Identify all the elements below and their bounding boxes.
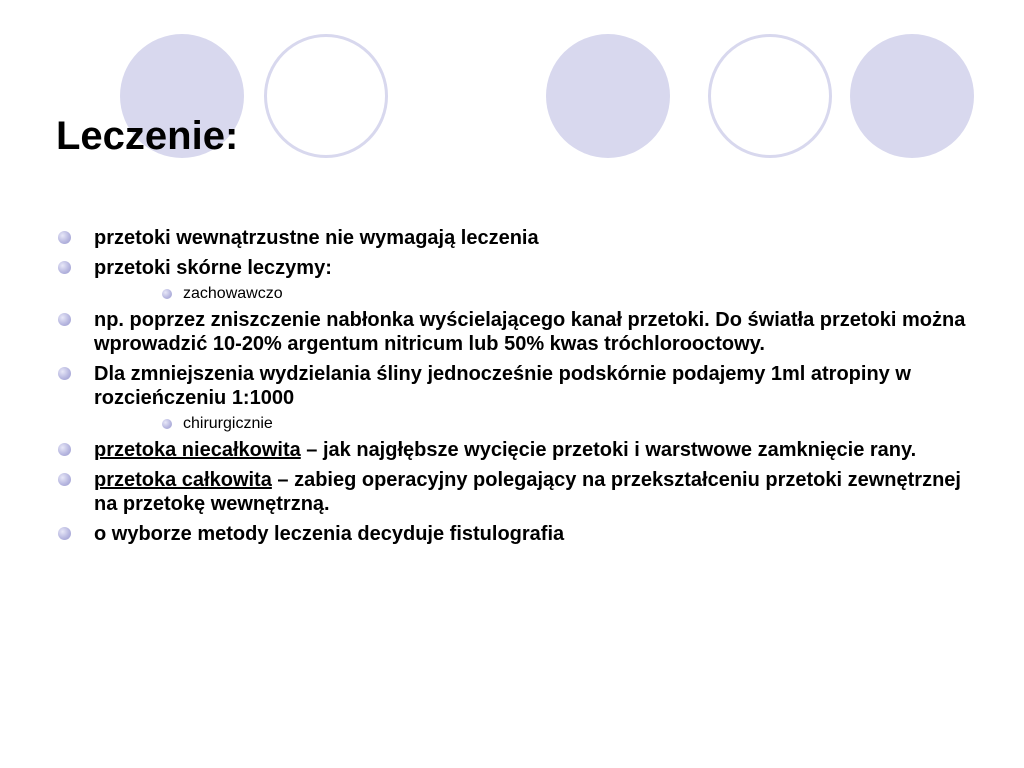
slide-title: Leczenie: — [56, 114, 239, 158]
bullet-icon — [58, 367, 71, 380]
decor-circle-ring — [264, 34, 388, 158]
bullet-icon — [58, 313, 71, 326]
bullet-text: przetoki wewnątrzustne nie wymagają leczenia — [94, 227, 539, 249]
decor-circle-filled — [850, 34, 974, 158]
decor-circle-filled — [546, 34, 670, 158]
bullet-icon — [58, 231, 71, 244]
sub-bullet-item — [56, 414, 966, 434]
bullet-icon — [58, 261, 71, 274]
underlined-term: przetoka całkowita — [94, 469, 272, 491]
bullet-item — [56, 362, 966, 410]
bullet-item — [56, 308, 966, 356]
bullet-list — [56, 226, 966, 552]
decor-circle-ring — [708, 34, 832, 158]
bullet-icon — [162, 289, 172, 299]
bullet-item — [56, 256, 966, 280]
sub-bullet-item — [56, 284, 966, 304]
bullet-text: Dla zmniejszenia wydzielania śliny jednocześnie podskórnie podajemy 1ml atropiny w rozcieńczeniu 1:1000 — [94, 363, 911, 409]
bullet-text: np. poprzez zniszczenie nabłonka wyścielającego kanał przetoki. Do światła przetoki można wprowadzić 10-20% argentum nitricum lub 50% kwas tróchlorooctowy. — [94, 309, 966, 355]
sub-bullet-text: chirurgicznie — [183, 415, 273, 432]
bullet-item — [56, 438, 966, 462]
bullet-text: – zabieg operacyjny polegający na przekształceniu przetoki zewnętrznej na przetokę wewnętrzną. — [94, 469, 961, 515]
bullet-text: – jak najgłębsze wycięcie przetoki i warstwowe zamknięcie rany. — [300, 439, 917, 461]
bullet-text: o wyborze metody leczenia decyduje fistulografia — [94, 523, 565, 545]
bullet-icon — [58, 473, 71, 486]
bullet-icon — [58, 443, 71, 456]
bullet-item — [56, 468, 966, 516]
bullet-item — [56, 522, 966, 546]
bullet-icon — [162, 419, 172, 429]
bullet-text: przetoki skórne leczymy: — [94, 257, 332, 279]
bullet-icon — [58, 527, 71, 540]
bullet-item — [56, 226, 966, 250]
sub-bullet-text: zachowawczo — [183, 285, 283, 302]
underlined-term: przetoka niecałkowita — [94, 439, 301, 461]
